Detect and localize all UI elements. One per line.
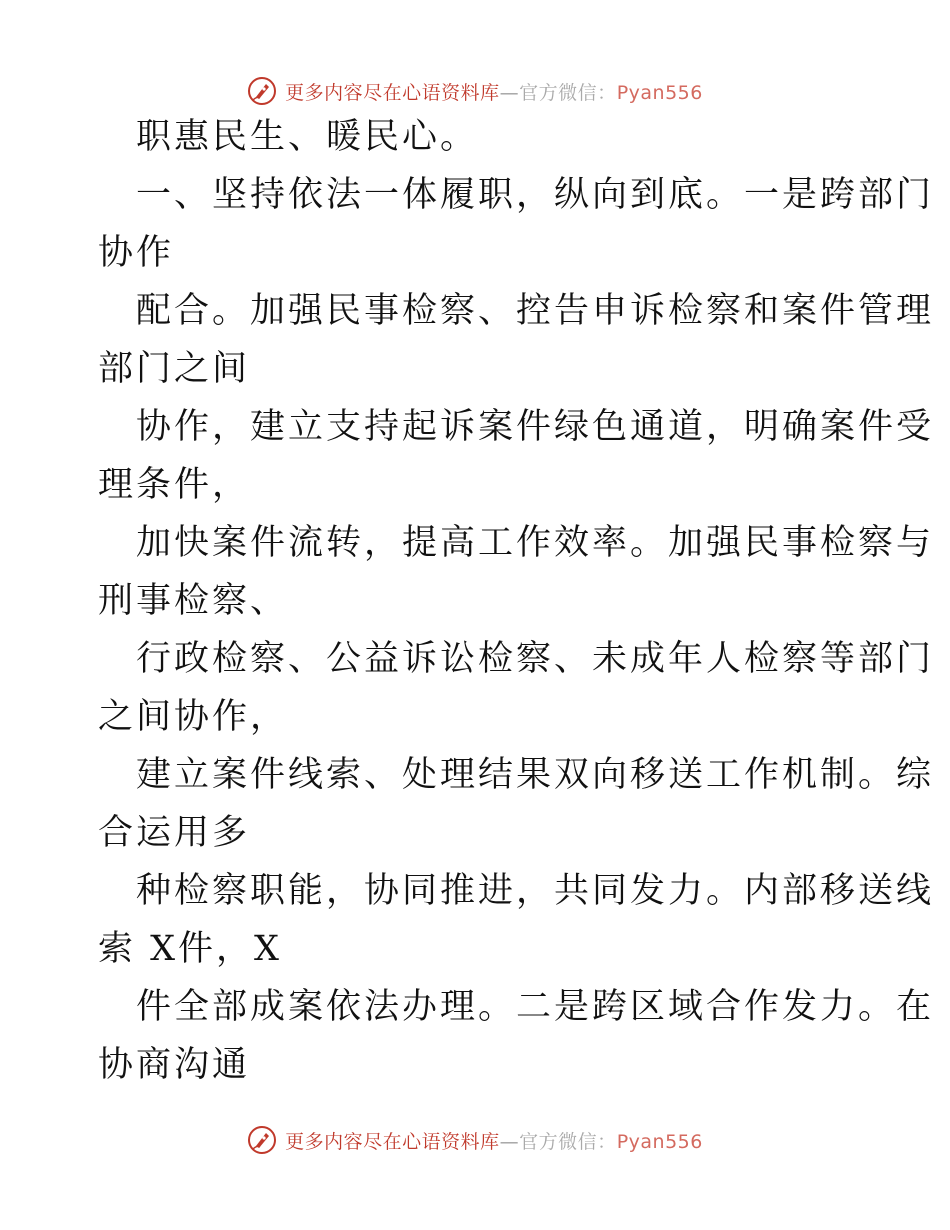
document-body: [98, 117, 935, 1085]
header-separator: —: [499, 81, 520, 104]
text-line: 配合。加强民事检察、控告申诉检察和案件管理: [136, 291, 935, 331]
text-line: 职惠民生、暖民心。: [136, 117, 479, 157]
footer-banner-text: [285, 1127, 703, 1154]
header-site-text: 更多内容尽在心语资料库: [285, 81, 500, 104]
pen-nib-logo-icon: [247, 76, 277, 106]
text-line: 协商沟通: [98, 1045, 251, 1085]
text-line: 一、坚持依法一体履职，纵向到底。一是跨部门: [136, 175, 935, 215]
footer-wechat-label: 官方微信：: [519, 1130, 617, 1153]
header-wechat-label: 官方微信：: [519, 81, 617, 104]
footer-site-text: 更多内容尽在心语资料库: [285, 1130, 500, 1153]
text-line: 行政检察、公益诉讼检察、未成年人检察等部门: [136, 639, 935, 679]
text-line: 部门之间: [98, 349, 251, 389]
text-line: 之间协作，: [98, 697, 289, 737]
text-line: 种检察职能，协同推进，共同发力。内部移送线: [136, 871, 935, 911]
header-account: Pyan556: [616, 81, 703, 104]
footer-banner: [0, 1120, 950, 1160]
text-line: 件全部成案依法办理。二是跨区域合作发力。在: [136, 987, 935, 1027]
text-line: 加快案件流转，提高工作效率。加强民事检察与: [136, 523, 935, 563]
text-line: 建立案件线索、处理结果双向移送工作机制。综: [136, 755, 935, 795]
text-line: 刑事检察、: [98, 581, 289, 621]
footer-separator: —: [499, 1130, 520, 1153]
text-line: 索 X件，X: [98, 929, 282, 969]
header-banner-text: [285, 78, 703, 105]
header-banner: [0, 71, 950, 111]
text-line: 理条件，: [98, 465, 251, 505]
footer-account: Pyan556: [616, 1130, 703, 1153]
text-line: 合运用多: [98, 813, 251, 853]
text-line: 协作，建立支持起诉案件绿色通道，明确案件受: [136, 407, 935, 447]
pen-nib-logo-icon: [247, 1125, 277, 1155]
text-line: 协作: [98, 233, 175, 273]
